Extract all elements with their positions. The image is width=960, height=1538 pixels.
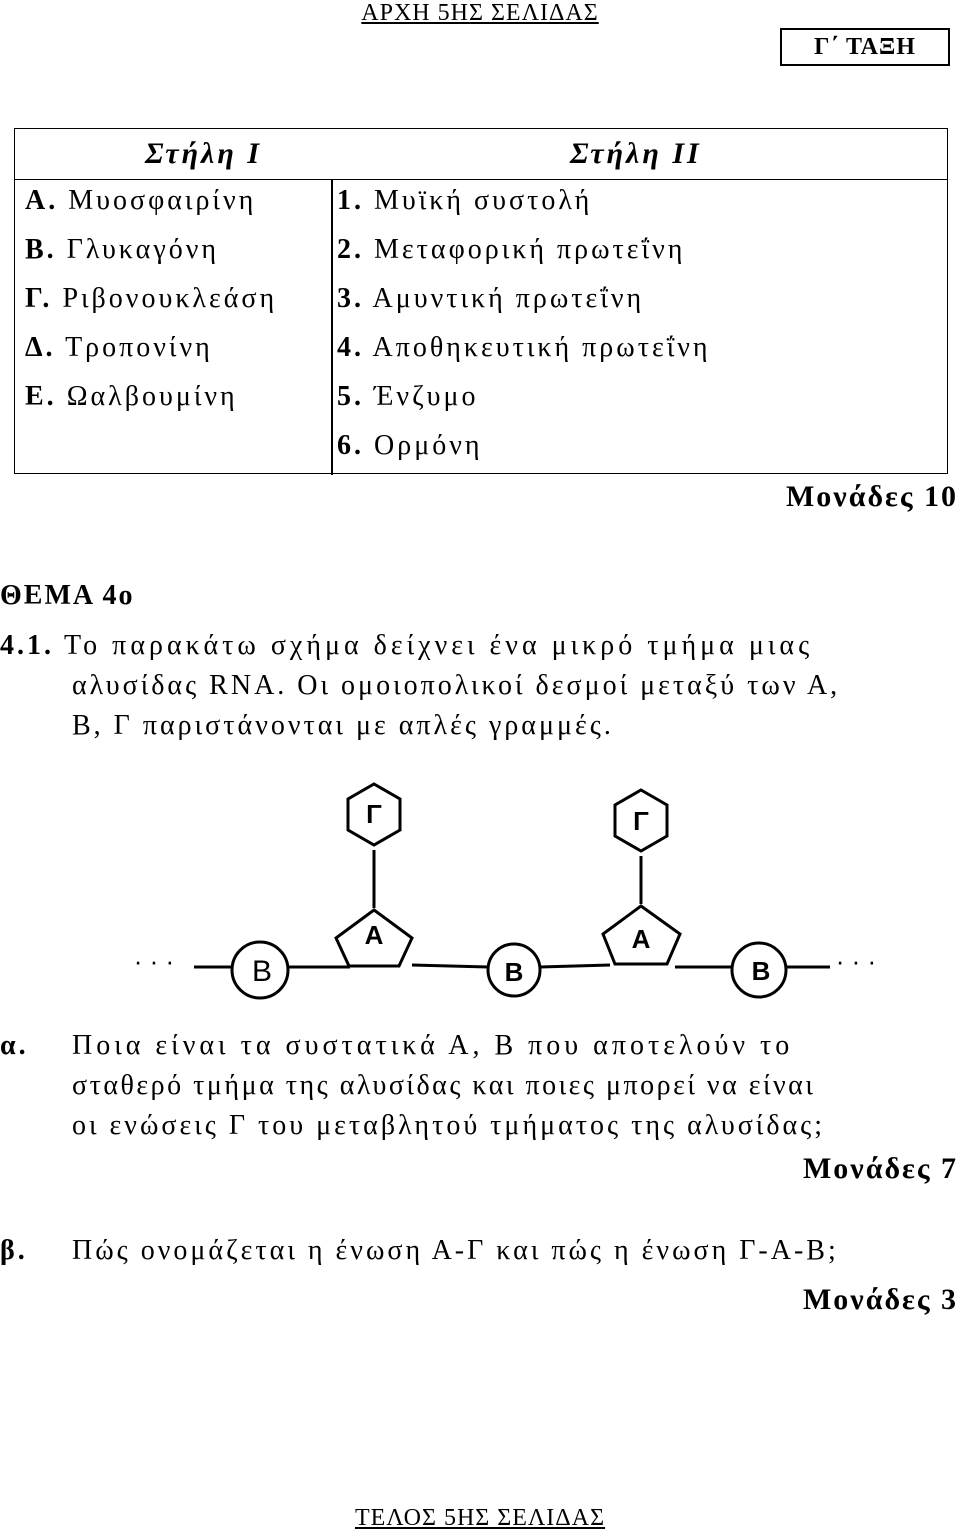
label-gamma-1: Γ <box>366 799 382 829</box>
column-1-header: Στήλη Ι <box>145 137 262 170</box>
question-b-label: β. <box>0 1235 28 1266</box>
col2-item-5: 5. Ένζυμο <box>337 381 479 412</box>
chain-dots-right: · · · <box>835 946 877 976</box>
col1-item-e: Ε. Ωαλβουμίνη <box>25 381 238 412</box>
label-gamma-2: Γ <box>633 806 649 836</box>
bond-line <box>540 965 610 967</box>
col1-item-d: Δ. Τροπονίνη <box>25 332 213 363</box>
col1-item-b: Β. Γλυκαγόνη <box>25 234 220 265</box>
rna-chain-diagram <box>110 780 910 1010</box>
label-alpha-2: Α <box>631 924 651 954</box>
col1-item-c: Γ. Ριβονουκλεάση <box>25 283 278 314</box>
question-4-1-line-3: Β, Γ παριστάνονται με απλές γραμμές. <box>72 710 614 741</box>
col2-item-1: 1. Μυϊκή συστολή <box>337 185 593 216</box>
matching-table <box>14 128 948 474</box>
question-4-1-line-2: αλυσίδας RNA. Οι ομοιοπολικοί δεσμοί μεταξύ των Α, <box>72 670 841 701</box>
label-beta-1: Β <box>251 955 273 988</box>
column-2-header: Στήλη ΙΙ <box>570 137 702 170</box>
question-a-line-1: Ποια είναι τα συστατικά Α, Β που αποτελούν το <box>72 1030 794 1061</box>
label-beta-2: Β <box>504 957 524 987</box>
class-box: Γ΄ ΤΑΞΗ <box>780 28 950 66</box>
page-header: ΑΡΧΗ 5ΗΣ ΣΕΛΙΔΑΣ <box>361 0 599 26</box>
label-alpha-1: Α <box>364 920 384 950</box>
chain-dots-left: · · · <box>133 946 175 976</box>
col2-item-6: 6. Ορμόνη <box>337 430 483 461</box>
question-a-line-2: σταθερό τμήμα της αλυσίδας και ποιες μπορεί να είναι <box>72 1070 816 1101</box>
page-footer: ΤΕΛΟΣ 5ΗΣ ΣΕΛΙΔΑΣ <box>354 1505 606 1531</box>
col2-item-4: 4. Αποθηκευτική πρωτεΐνη <box>337 332 711 363</box>
units-7: Μονάδες 7 <box>802 1152 958 1185</box>
units-3: Μονάδες 3 <box>802 1283 958 1316</box>
question-a-label: α. <box>0 1030 29 1061</box>
column-divider <box>331 179 333 475</box>
col2-item-3: 3. Αμυντική πρωτεΐνη <box>337 283 645 314</box>
label-beta-3: Β <box>751 956 771 986</box>
question-a-line-3: οι ενώσεις Γ του μεταβλητού τμήματος της αλυσίδας; <box>72 1110 826 1141</box>
bond-line <box>412 965 488 967</box>
col2-item-2: 2. Μεταφορική πρωτεΐνη <box>337 234 686 265</box>
units-10: Μονάδες 10 <box>785 480 958 513</box>
table-header-row <box>15 129 947 180</box>
question-4-1-line-1: 4.1. Το παρακάτω σχήμα δείχνει ένα μικρό τμήμα μιας <box>0 630 814 661</box>
col1-item-a: Α. Μυοσφαιρίνη <box>25 185 257 216</box>
question-b-line-1: Πώς ονομάζεται η ένωση Α-Γ και πώς η ένωση Γ-Α-Β; <box>72 1235 839 1266</box>
theme-heading: ΘΕΜΑ 4ο <box>0 580 135 611</box>
